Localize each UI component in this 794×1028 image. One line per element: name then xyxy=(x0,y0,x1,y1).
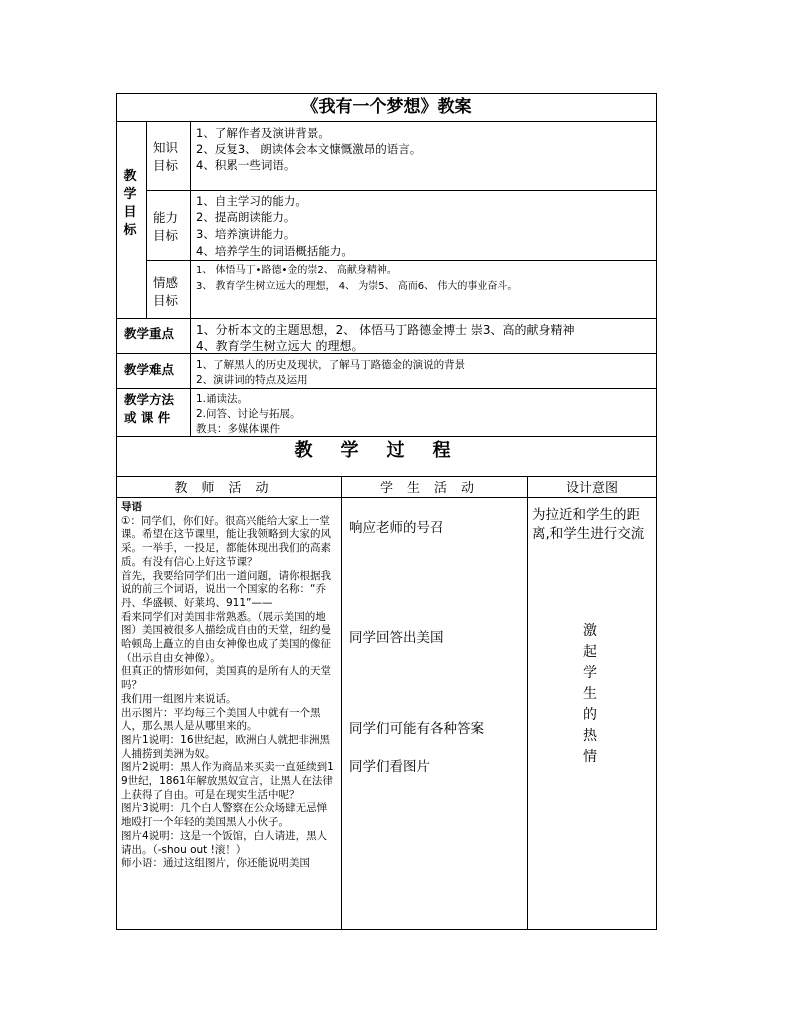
emotion-item: 1、 体悟马丁•路德•金的崇2、 高献身精神。 xyxy=(196,265,397,276)
teacher-paragraph: 但真正的情形如何，美国真的是所有人的天堂吗？ xyxy=(121,665,331,692)
emotion-label-2: 目标 xyxy=(153,293,179,308)
student-activity-item: 响应老师的号召 xyxy=(349,520,444,536)
rule-below-ability xyxy=(146,260,657,261)
emotion-item: 3、 教育学生树立远大的理想， 4、 为崇5、 高而6、 伟大的事业奋斗。 xyxy=(196,281,518,292)
difficulties-item: 2、演讲词的特点及运用 xyxy=(196,374,308,386)
methods-label-2: 或 课 件 xyxy=(124,410,171,425)
rule-teacher-student xyxy=(341,476,342,930)
ability-item: 3、培养演讲能力。 xyxy=(196,227,296,241)
teacher-paragraph: 图片4说明：这是一个饭馆，白人请进，黑人请出。（-shou out !滚！） xyxy=(121,829,328,856)
difficulties-label: 教学难点 xyxy=(124,362,175,377)
teacher-paragraph: 我们用一组图片来说话。 xyxy=(121,692,237,705)
rule-below-difficulties xyxy=(116,388,657,389)
knowledge-label-1: 知识 xyxy=(153,140,179,155)
methods-item: 1.诵读法。 xyxy=(196,393,249,405)
objectives-category-label: 教学目标 xyxy=(123,169,137,238)
teacher-paragraph: 首先，我要给同学们出一道问题，请你根据我说的前三个词语，说出一个国家的名称：“乔丹、华盛顿、好莱坞、911”—— xyxy=(121,569,331,609)
teacher-activity-text xyxy=(121,501,335,871)
rule-below-title xyxy=(116,121,657,122)
key-points-item: 1、分析本文的主题思想，2、 体悟马丁路德金博士 崇3、高的献身精神 xyxy=(196,323,575,337)
ability-item: 2、提高朗读能力。 xyxy=(196,210,296,224)
teacher-paragraph: 图片2说明：黑人作为商品来买卖一直延续到19世纪，1861年解放黑奴宣言，让黑人在法律上获得了自由。可是在现实生活中呢？ xyxy=(121,761,334,801)
methods-label-1: 教学方法 xyxy=(124,392,175,407)
ability-item: 1、自主学习的能力。 xyxy=(196,194,307,208)
page-title: 《我有一个梦想》教案 xyxy=(301,97,472,117)
key-points-item: 4、教育学生树立远大 的理想。 xyxy=(196,339,364,353)
rule-category-divider xyxy=(146,121,147,318)
difficulties-item: 1、了解黑人的历史及现状，了解马丁路德金的演说的背景 xyxy=(196,359,466,371)
teacher-paragraph: 出示图片：平均每三个美国人中就有一个黑人，那么黑人是从哪里来的。 xyxy=(121,706,321,733)
student-activity-header: 学生活动 xyxy=(379,481,488,496)
student-activity-item: 同学们可能有各种答案 xyxy=(349,721,484,737)
methods-item: 2.问答、讨论与拓展。 xyxy=(196,408,301,420)
teacher-activity-header: 教师活动 xyxy=(174,481,283,496)
knowledge-item: 4、积累一些词语。 xyxy=(196,158,296,172)
design-intent-vertical: 激起学生的热情 xyxy=(583,623,597,765)
teacher-paragraph: 看来同学们对美国非常熟悉。（展示美国的地图）美国被很多人描绘成自由的天堂，纽约曼哈顿岛上矗立的自由女神像也成了美国的像征（出示自由女神像）。 xyxy=(121,610,331,664)
key-points-label: 教学重点 xyxy=(124,326,175,341)
rule-below-process-heading xyxy=(116,476,657,477)
knowledge-item: 2、反复3、 朗读体会本文慷慨激昂的语言。 xyxy=(196,142,422,156)
knowledge-label-2: 目标 xyxy=(153,158,179,173)
emotion-label-1: 情感 xyxy=(153,275,179,290)
design-intent-text: 为拉近和学生的距离,和学生进行交流 xyxy=(532,507,645,542)
knowledge-item: 1、了解作者及演讲背景。 xyxy=(196,126,330,140)
teacher-paragraph: 师小语：通过这组图片，你还能说明美国 xyxy=(121,857,310,870)
ability-label-2: 目标 xyxy=(153,228,179,243)
rule-student-design xyxy=(527,476,528,930)
teacher-paragraph: ①：同学们，你们好。很高兴能给大家上一堂课。希望在这节课里，能让我领略到大家的风采。一举手，一投足，都能体现出我们的高素质。有没有信心上好这节课？ xyxy=(121,514,331,568)
rule-label-divider xyxy=(190,121,191,436)
teacher-paragraph: 图片3说明：几个白人警察在公众场肆无忌惮地殴打一个年轻的美国黑人小伙子。 xyxy=(121,802,328,829)
student-activity-item: 同学回答出美国 xyxy=(349,630,444,646)
ability-label-1: 能力 xyxy=(153,210,179,225)
methods-item: 教具：多媒体课件 xyxy=(196,423,280,435)
student-activity-item: 同学们看图片 xyxy=(349,759,430,775)
teacher-heading: 导语 xyxy=(121,501,142,513)
teacher-paragraph: 图片1说明：16世纪起，欧洲白人就把非洲黑人捕捞到美洲为奴。 xyxy=(121,733,331,760)
rule-below-knowledge xyxy=(146,190,657,191)
ability-item: 4、培养学生的词语概括能力。 xyxy=(196,244,353,258)
design-intent-header: 设计意图 xyxy=(565,481,618,496)
process-heading: 教学过程 xyxy=(294,440,479,461)
rule-below-objectives xyxy=(116,318,657,319)
